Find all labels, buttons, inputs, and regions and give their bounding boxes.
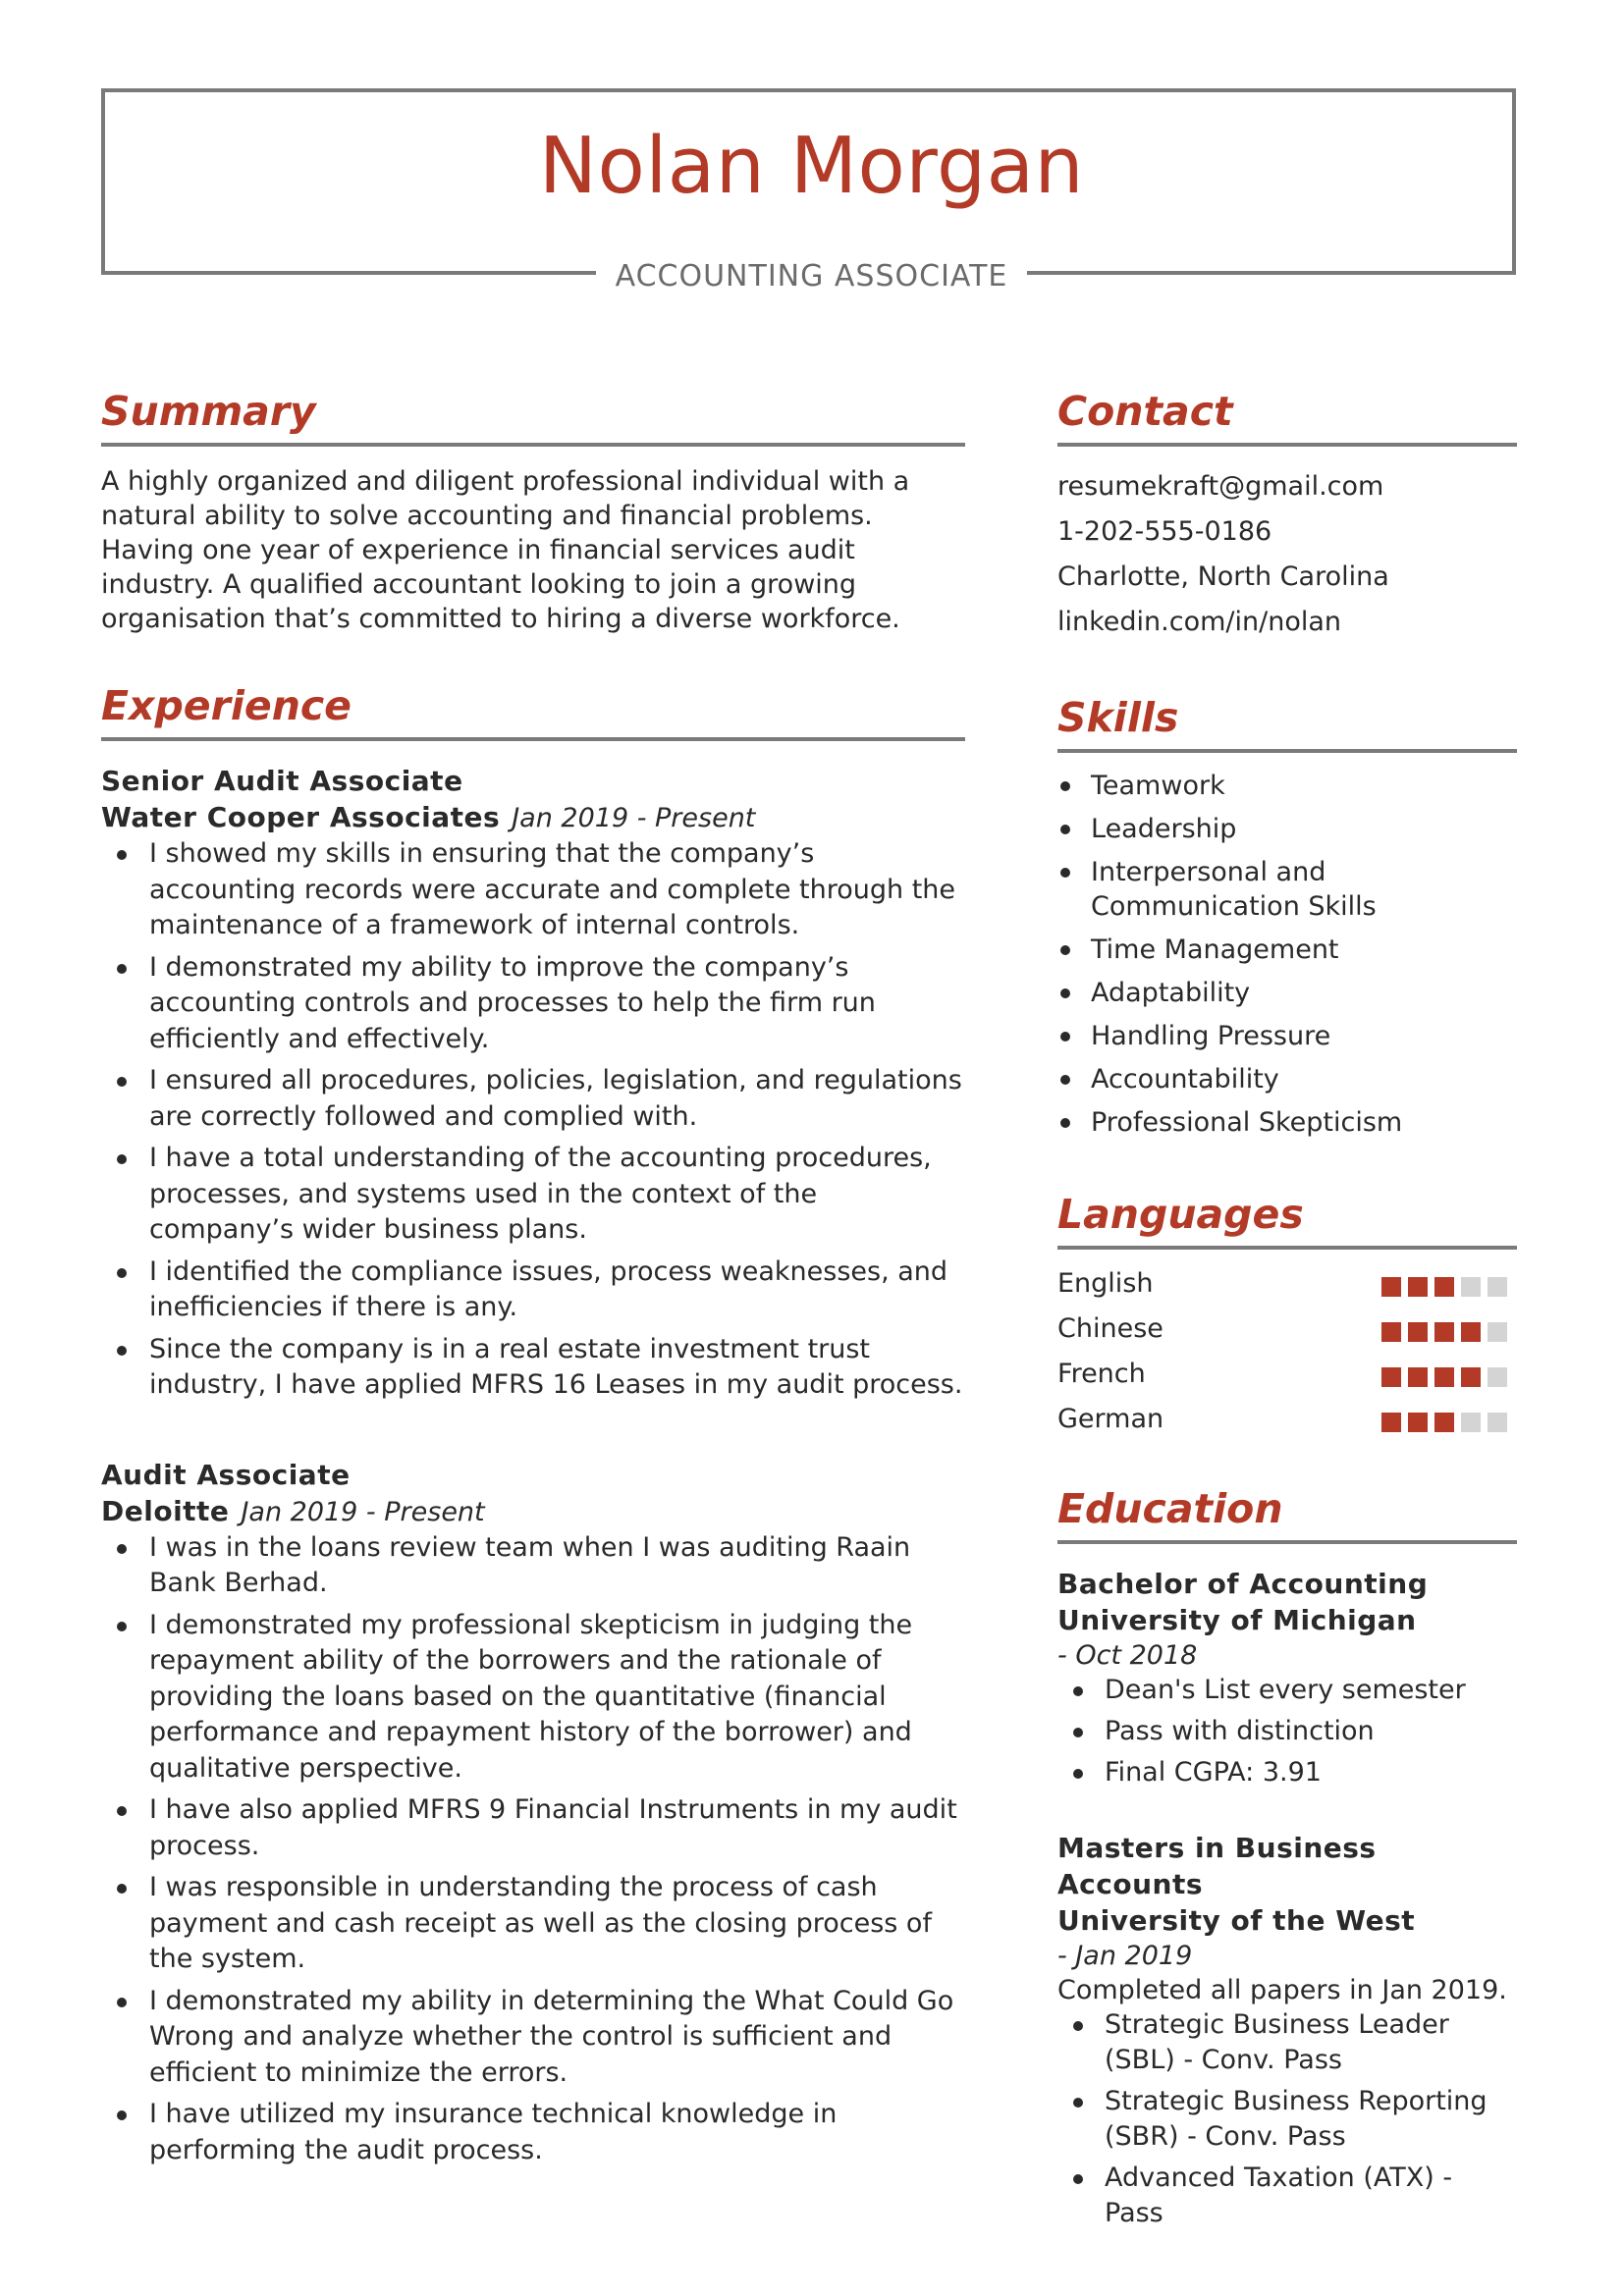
skills-section (1057, 695, 1517, 1148)
education-date: - Jan 2019 (1057, 1941, 1193, 1972)
job-role-text: ACCOUNTING ASSOCIATE (596, 259, 1028, 294)
job-bullet: I have a total understanding of the accounting procedures, processes, and systems used in the context of the company’s wider business plans. (101, 1141, 965, 1249)
education-entry (1057, 1830, 1517, 2231)
skill-item: Time Management (1057, 933, 1517, 967)
language-row (1057, 1397, 1517, 1442)
level-square-empty (1461, 1413, 1481, 1432)
education-school: University of the West (1057, 1904, 1416, 1938)
summary-heading: Summary (101, 389, 965, 447)
contact-heading: Contact (1057, 389, 1517, 447)
language-row (1057, 1261, 1517, 1307)
contact-email[interactable]: resumekraft@gmail.com (1057, 471, 1384, 503)
job-entry (101, 763, 965, 1404)
job-company-line (101, 799, 965, 836)
summary-text: A highly organized and diligent professional individual with a natural ability to solve accounting and financial problems. Having one year of experience in financial services audit industry. A qualified accountant looking to join a growing organisation that’s committed to hiring a diverse workforce. (101, 466, 910, 635)
level-square-empty (1488, 1277, 1507, 1297)
contact-section (1057, 389, 1517, 645)
job-dates: Jan 2019 - Present (512, 803, 756, 834)
education-bullets (1057, 2007, 1517, 2231)
language-row (1057, 1352, 1517, 1397)
job-bullet: Since the company is in a real estate investment trust industry, I have applied MFRS 16 Leases in my audit process. (101, 1332, 965, 1404)
education-bullet: Advanced Taxation (ATX) - Pass (1057, 2161, 1517, 2231)
language-name: Chinese (1057, 1313, 1163, 1345)
level-square-empty (1461, 1277, 1481, 1297)
language-level (1381, 1322, 1507, 1342)
level-square-filled (1434, 1277, 1454, 1297)
skill-item: Leadership (1057, 812, 1517, 846)
level-square-empty (1488, 1413, 1507, 1432)
contact-list (1057, 464, 1517, 645)
education-bullet: Strategic Business Reporting (SBR) - Conv. Pass (1057, 2084, 1517, 2155)
level-square-empty (1488, 1322, 1507, 1342)
education-section (1057, 1486, 1517, 2237)
education-school: University of Michigan (1057, 1604, 1417, 1637)
level-square-filled (1434, 1413, 1454, 1432)
skill-item: Accountability (1057, 1062, 1517, 1096)
education-degree: Masters in Business Accounts (1057, 1832, 1377, 1901)
languages-heading: Languages (1057, 1192, 1517, 1250)
skill-item: Professional Skepticism (1057, 1105, 1517, 1140)
languages-section (1057, 1192, 1517, 1442)
level-square-filled (1408, 1413, 1428, 1432)
level-square-filled (1381, 1367, 1401, 1387)
education-bullet: Pass with distinction (1057, 1714, 1517, 1749)
level-square-filled (1381, 1277, 1401, 1297)
job-bullet: I was responsible in understanding the process of cash payment and cash receipt as well as the closing process of the system. (101, 1870, 965, 1978)
level-square-filled (1434, 1322, 1454, 1342)
job-entry (101, 1457, 965, 2169)
job-role (0, 257, 1623, 300)
level-square-filled (1434, 1367, 1454, 1387)
language-level (1381, 1277, 1507, 1297)
job-bullets (101, 1530, 965, 2169)
job-company: Deloitte (101, 1494, 230, 1527)
contact-linkedin[interactable]: linkedin.com/in/nolan (1057, 607, 1341, 638)
level-square-filled (1408, 1277, 1428, 1297)
job-bullet: I demonstrated my ability to improve the company’s accounting controls and processes to help the firm run efficiently and effectively. (101, 950, 965, 1058)
language-level (1381, 1367, 1507, 1387)
skill-item: Interpersonal and Communication Skills (1057, 855, 1517, 924)
level-square-empty (1488, 1367, 1507, 1387)
language-name: English (1057, 1268, 1154, 1300)
job-bullet: I identified the compliance issues, process weaknesses, and inefficiencies if there is any. (101, 1255, 965, 1326)
language-row (1057, 1307, 1517, 1352)
job-company-line (101, 1493, 965, 1530)
skill-item: Teamwork (1057, 769, 1517, 803)
job-bullet: I ensured all procedures, policies, legislation, and regulations are correctly followed and complied with. (101, 1063, 965, 1135)
skill-item: Adaptability (1057, 976, 1517, 1010)
education-entry (1057, 1566, 1517, 1790)
experience-heading: Experience (101, 683, 965, 741)
education-bullet: Strategic Business Leader (SBL) - Conv. Pass (1057, 2007, 1517, 2078)
job-bullet: I showed my skills in ensuring that the company’s accounting records were accurate and complete through the maintenance of a framework of internal controls. (101, 836, 965, 944)
level-square-filled (1408, 1322, 1428, 1342)
candidate-name: Nolan Morgan (538, 121, 1085, 211)
job-bullets (101, 836, 965, 1404)
job-bullet: I have utilized my insurance technical knowledge in performing the audit process. (101, 2097, 965, 2168)
job-title: Senior Audit Associate (101, 765, 463, 798)
job-bullet: I was in the loans review team when I was auditing Raain Bank Berhad. (101, 1530, 965, 1602)
experience-section (101, 683, 965, 2174)
level-square-filled (1381, 1413, 1401, 1432)
skill-item: Handling Pressure (1057, 1019, 1517, 1053)
level-square-filled (1461, 1322, 1481, 1342)
job-bullet: I demonstrated my professional skepticism in judging the repayment ability of the borrowers and the rationale of providing the loans based on the quantitative (financial performance and repayment history of the borrower) and qualitative perspective. (101, 1608, 965, 1788)
job-bullet: I have also applied MFRS 9 Financial Instruments in my audit process. (101, 1792, 965, 1864)
contact-phone[interactable]: 1-202-555-0186 (1057, 516, 1272, 548)
job-dates: Jan 2019 - Present (241, 1496, 485, 1527)
education-bullet: Final CGPA: 3.91 (1057, 1755, 1517, 1790)
summary-section (101, 389, 965, 636)
skills-heading: Skills (1057, 695, 1517, 753)
job-bullet: I demonstrated my ability in determining the What Could Go Wrong and analyze whether the control is sufficient and efficient to minimize the errors. (101, 1984, 965, 2092)
education-degree: Bachelor of Accounting (1057, 1568, 1429, 1601)
education-bullet: Dean's List every semester (1057, 1673, 1517, 1708)
languages-list (1057, 1261, 1517, 1442)
language-name: German (1057, 1404, 1164, 1435)
level-square-filled (1461, 1367, 1481, 1387)
education-note: Completed all papers in Jan 2019. (1057, 1975, 1507, 2006)
contact-location: Charlotte, North Carolina (1057, 561, 1389, 593)
language-name: French (1057, 1359, 1146, 1390)
level-square-filled (1381, 1322, 1401, 1342)
skills-list (1057, 769, 1517, 1140)
education-bullets (1057, 1673, 1517, 1790)
level-square-filled (1408, 1367, 1428, 1387)
education-heading: Education (1057, 1486, 1517, 1544)
job-company: Water Cooper Associates (101, 801, 501, 834)
education-date: - Oct 2018 (1057, 1640, 1198, 1672)
language-level (1381, 1413, 1507, 1432)
job-title: Audit Associate (101, 1458, 351, 1491)
